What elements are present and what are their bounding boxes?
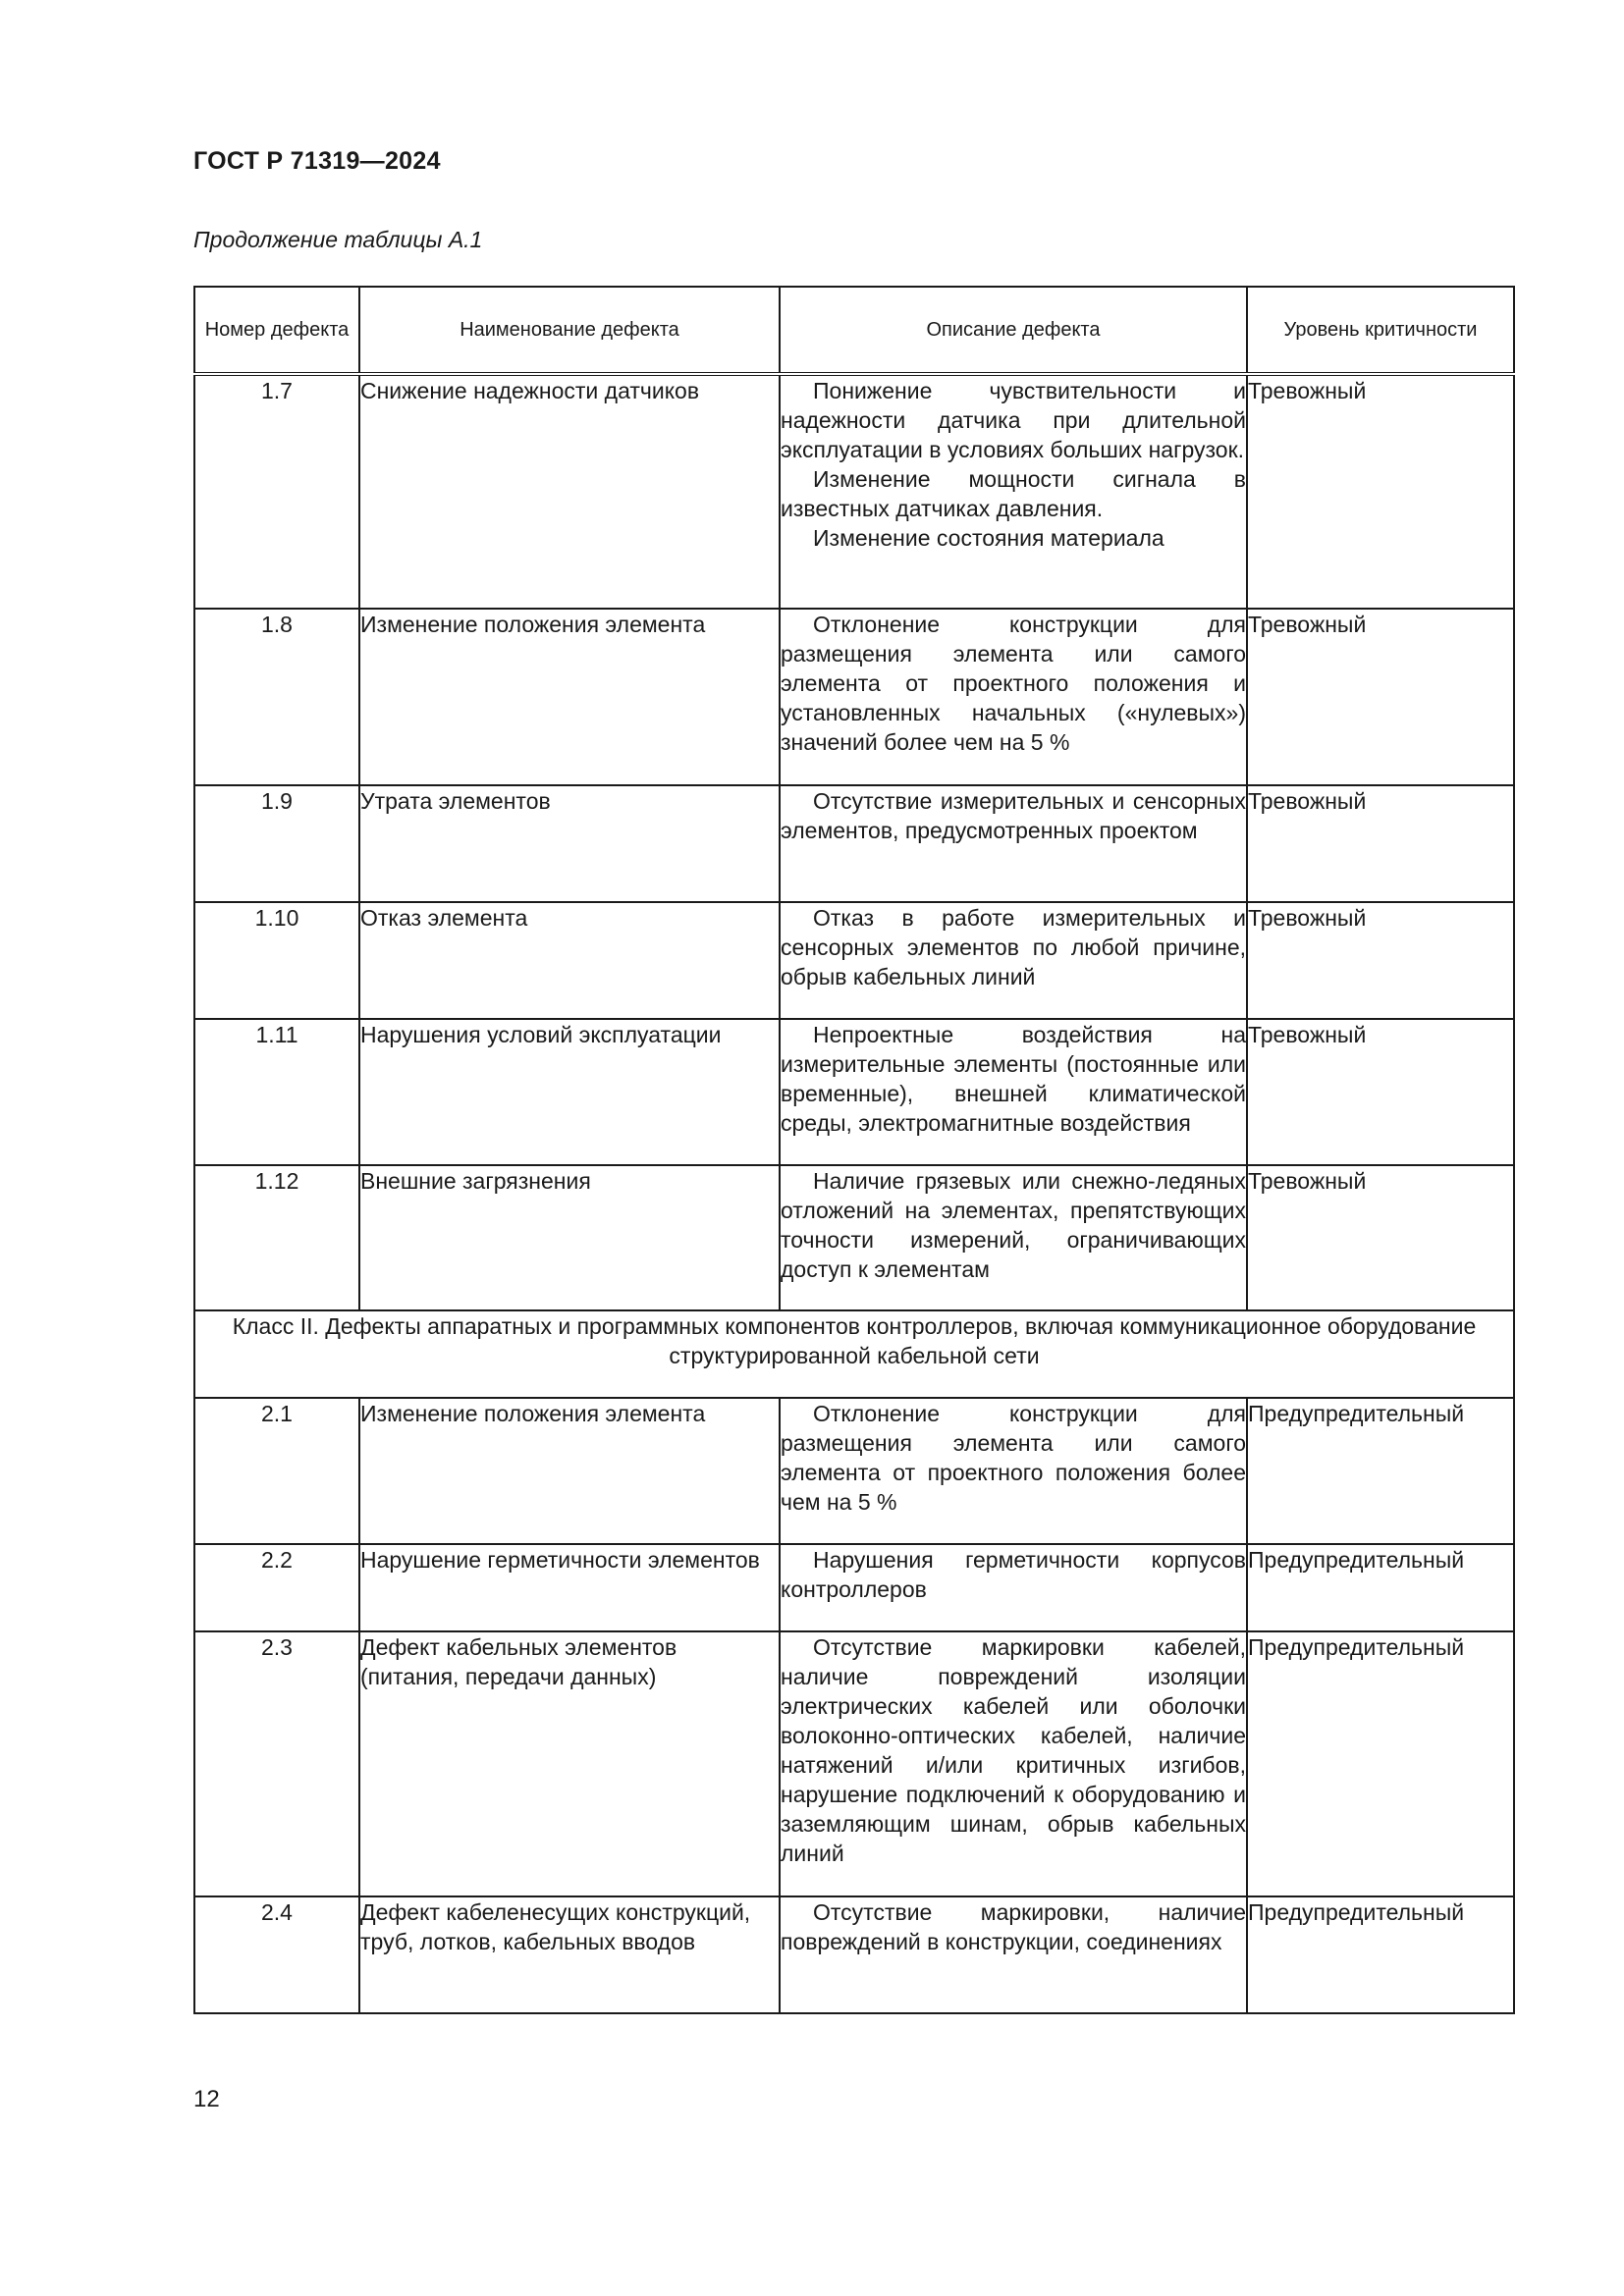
description-paragraph: Изменение состояния материала — [813, 525, 1164, 551]
defect-description — [780, 374, 1247, 609]
table-row — [194, 1544, 1514, 1631]
criticality-level: Предупредительный — [1247, 1398, 1514, 1544]
table-row — [194, 1019, 1514, 1165]
defect-number: 1.11 — [194, 1019, 359, 1165]
defect-description — [780, 785, 1247, 902]
criticality-level: Предупредительный — [1247, 1544, 1514, 1631]
criticality-level: Тревожный — [1247, 609, 1514, 785]
criticality-level: Тревожный — [1247, 374, 1514, 609]
defect-number: 2.2 — [194, 1544, 359, 1631]
table-row — [194, 902, 1514, 1019]
defect-name: Отказ элемента — [359, 902, 780, 1019]
defect-name: Изменение положения элемента — [359, 609, 780, 785]
defect-name: Изменение положения элемента — [359, 1398, 780, 1544]
defect-number: 1.8 — [194, 609, 359, 785]
column-header-level: Уровень критичности — [1247, 287, 1514, 374]
defect-description — [780, 1631, 1247, 1896]
criticality-level: Предупредительный — [1247, 1631, 1514, 1896]
description-paragraph: Нарушения герметичности корпусов контроллеров — [781, 1547, 1246, 1602]
description-paragraph: Отсутствие маркировки, наличие повреждений в конструкции, соединениях — [781, 1899, 1246, 1954]
defect-name: Дефект кабельных элементов (питания, передачи данных) — [359, 1631, 780, 1896]
defect-number: 1.10 — [194, 902, 359, 1019]
defect-name: Внешние загрязнения — [359, 1165, 780, 1310]
description-paragraph: Понижение чувствительности и надежности датчика при длительной эксплуатации в условиях больших нагрузок. — [781, 378, 1246, 462]
description-paragraph: Непроектные воздействия на измерительные элементы (постоянные или временные), внешней климатической среды, электромагнитные воздействия — [781, 1022, 1246, 1136]
defect-number: 2.3 — [194, 1631, 359, 1896]
defect-description — [780, 609, 1247, 785]
defect-name: Дефект кабеленесущих конструкций, труб, лотков, кабельных вводов — [359, 1896, 780, 2013]
description-paragraph: Наличие грязевых или снежно-ледяных отложений на элементах, препятствующих точности измерений, ограничивающих доступ к элементам — [781, 1168, 1246, 1282]
defect-description — [780, 1544, 1247, 1631]
table-row — [194, 1398, 1514, 1544]
table-row — [194, 609, 1514, 785]
defect-description — [780, 1398, 1247, 1544]
defect-number: 1.12 — [194, 1165, 359, 1310]
column-header-name: Наименование дефекта — [359, 287, 780, 374]
defect-name: Снижение надежности датчиков — [359, 374, 780, 609]
description-paragraph: Отказ в работе измерительных и сенсорных элементов по любой причине, обрыв кабельных линий — [781, 905, 1246, 989]
defect-number: 1.9 — [194, 785, 359, 902]
column-header-description: Описание дефекта — [780, 287, 1247, 374]
criticality-level: Тревожный — [1247, 1165, 1514, 1310]
table-row — [194, 1165, 1514, 1310]
criticality-level: Предупредительный — [1247, 1896, 1514, 2013]
document-code: ГОСТ Р 71319—2024 — [193, 147, 441, 175]
description-paragraph: Изменение мощности сигнала в известных датчиках давления. — [781, 466, 1246, 521]
defect-description — [780, 902, 1247, 1019]
criticality-level: Тревожный — [1247, 1019, 1514, 1165]
table-row — [194, 785, 1514, 902]
defect-description — [780, 1019, 1247, 1165]
defect-name: Утрата элементов — [359, 785, 780, 902]
defect-name: Нарушение герметичности элементов — [359, 1544, 780, 1631]
table-row — [194, 1896, 1514, 2013]
class-header-row — [194, 1310, 1514, 1398]
defect-number: 2.1 — [194, 1398, 359, 1544]
description-paragraph: Отклонение конструкции для размещения элемента или самого элемента от проектного положения более чем на 5 % — [781, 1401, 1246, 1515]
defect-description — [780, 1165, 1247, 1310]
criticality-level: Тревожный — [1247, 785, 1514, 902]
table-row — [194, 374, 1514, 609]
class-title: Класс II. Дефекты аппаратных и программных компонентов контроллеров, включая коммуникационное оборудование структурированной кабельной сети — [194, 1310, 1514, 1398]
page-number: 12 — [193, 2086, 220, 2112]
defect-name: Нарушения условий эксплуатации — [359, 1019, 780, 1165]
description-paragraph: Отсутствие измерительных и сенсорных элементов, предусмотренных проектом — [781, 788, 1246, 843]
defects-table — [193, 286, 1515, 2014]
defect-number: 1.7 — [194, 374, 359, 609]
description-paragraph: Отклонение конструкции для размещения элемента или самого элемента от проектного положения и установленных начальных («нулевых») значений более чем на 5 % — [781, 612, 1246, 755]
column-header-number: Номер дефекта — [194, 287, 359, 374]
table-row — [194, 1631, 1514, 1896]
defect-number: 2.4 — [194, 1896, 359, 2013]
defect-description — [780, 1896, 1247, 2013]
description-paragraph: Отсутствие маркировки кабелей, наличие повреждений изоляции электрических кабелей или оболочки волоконно-оптических кабелей, наличие натяжений и/или критичных изгибов, нарушение подключений к оборудованию и заземляющим шинам, обрыв кабельных линий — [781, 1634, 1246, 1866]
table-caption: Продолжение таблицы А.1 — [193, 227, 483, 252]
table-header-row — [194, 287, 1514, 374]
criticality-level: Тревожный — [1247, 902, 1514, 1019]
